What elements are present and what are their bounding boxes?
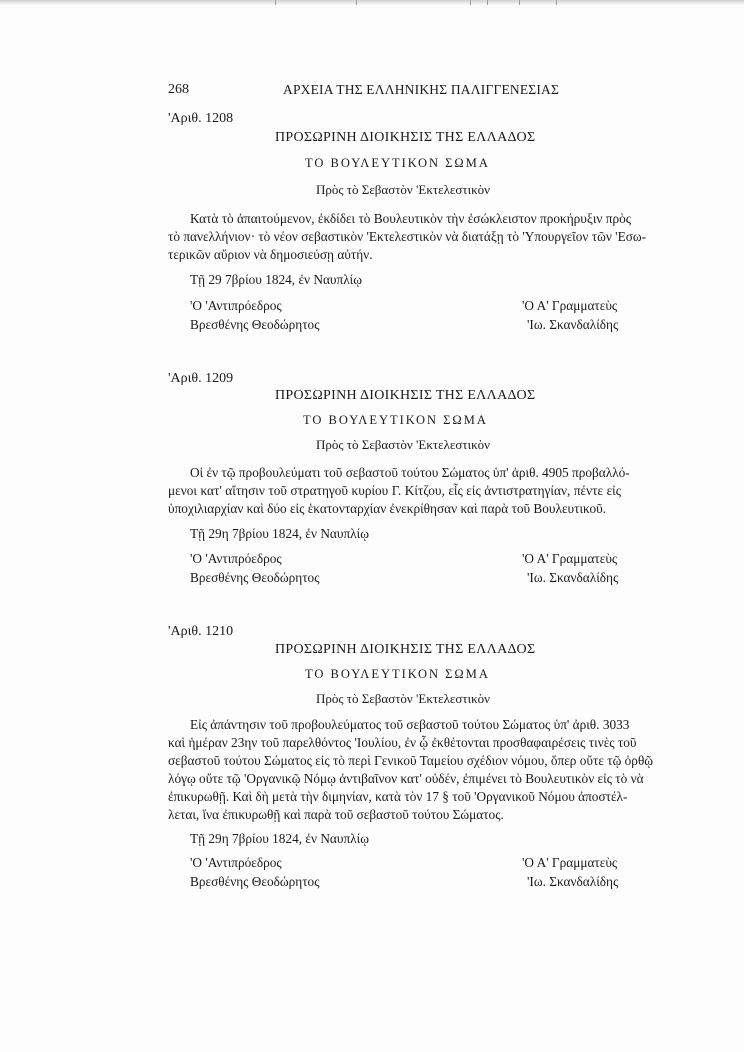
signatory-title-left: 'Ο 'Αντιπρόεδρος [190, 855, 282, 870]
running-title: ΑΡΧΕΙΑ ΤΗΣ ΕΛΛΗΝΙΚΗΣ ΠΑΛΙΓΓΕΝΕΣΙΑΣ [283, 82, 560, 97]
body-line: Κατὰ τὸ ἀπαιτούμενον, ἐκδίδει τὸ Βουλευτικὸν τὴν ἐσώκλειστον προκήρυξιν πρὸς [190, 211, 631, 226]
signatory-name-left: Βρεσθένης Θεοδώρητος [190, 317, 320, 332]
body-line: σεβαστοῦ τούτου Σώματος εἰς τὸ περὶ Γενικοῦ Ταμείου σχέδιον νόμου, ὅπερ οὔτε τῷ ὀρθῷ [168, 753, 654, 768]
page-number: 268 [168, 82, 189, 97]
addressee-line: Πρὸς τὸ Σεβαστὸν 'Εκτελεστικὸν [316, 182, 490, 197]
body-line: Εἰς ἀπάντησιν τοῦ προβουλεύματος τοῦ σεβαστοῦ τούτου Σώματος ὑπ' ἀριθ. 3033 [190, 717, 630, 732]
body-line: τὸ πανελλήνιον· τὸ νέον σεβαστικὸν 'Εκτελεστικὸν νὰ διατάξῃ τὸ 'Υπουργεῖον τῶν 'Εσω- [168, 229, 647, 244]
signatory-name-left: Βρεσθένης Θεοδώρητος [190, 874, 320, 889]
addressee-line: Πρὸς τὸ Σεβαστὸν 'Εκτελεστικὸν [316, 437, 490, 452]
date-line: Τῇ 29 7βρίου 1824, ἐν Ναυπλίῳ [190, 272, 363, 287]
body-line: μενοι κατ' αἴτησιν τοῦ στρατηγοῦ κυρίου Γ. Κίτζου, εἷς εἰς ἀντιστρατηγίαν, πέντε εἰς [168, 483, 621, 498]
signatory-title-left: 'Ο 'Αντιπρόεδρος [190, 298, 282, 313]
document-heading: ΠΡΟΣΩΡΙΝΗ ΔΙΟΙΚΗΣΙΣ ΤΗΣ ΕΛΛΑΔΟΣ [275, 130, 536, 145]
signatory-title-left: 'Ο 'Αντιπρόεδρος [190, 551, 282, 566]
signatory-name-right: 'Ιω. Σκανδαλίδης [527, 874, 619, 889]
body-line: τερικῶν αὔριον νὰ δημοσιεύσῃ αὐτήν. [168, 247, 373, 262]
document-subheading: ΤΟ ΒΟΥΛΕΥΤΙΚΟΝ ΣΩΜΑ [305, 667, 490, 681]
document-number: 'Αριθ. 1209 [168, 371, 234, 386]
addressee-line: Πρὸς τὸ Σεβαστὸν 'Εκτελεστικὸν [316, 691, 490, 706]
signatory-title-right: 'Ο Α' Γραμματεὺς [522, 551, 618, 566]
document-number: 'Αριθ. 1210 [168, 624, 234, 639]
body-line: λόγῳ οὔτε τῷ 'Οργανικῷ Νόμῳ ἀντιβαῖνον κατ' οὐδέν, ἐπιμένει τὸ Βουλευτικὸν εἰς τὸ νὰ [168, 771, 644, 786]
signatory-name-right: 'Ιω. Σκανδαλίδης [527, 570, 619, 585]
body-line: ὑποχιλιαρχίαν καὶ δύο εἰς ἑκατονταρχίαν ἐνεκρίθησαν καὶ παρὰ τοῦ Βουλευτικοῦ. [168, 501, 607, 516]
document-heading: ΠΡΟΣΩΡΙΝΗ ΔΙΟΙΚΗΣΙΣ ΤΗΣ ΕΛΛΑΔΟΣ [275, 388, 536, 403]
body-line: καὶ ἡμέραν 23ην τοῦ παρελθόντος 'Ιουλίου, ἐν ᾧ ἐκθέτονται προσθαφαιρέσεις τινὲς τοῦ [168, 735, 637, 750]
document-heading: ΠΡΟΣΩΡΙΝΗ ΔΙΟΙΚΗΣΙΣ ΤΗΣ ΕΛΛΑΔΟΣ [275, 642, 536, 657]
document-subheading: ΤΟ ΒΟΥΛΕΥΤΙΚΟΝ ΣΩΜΑ [305, 156, 490, 170]
body-line: ἐπικυρωθῇ. Καὶ δὴ μετὰ τὴν διμηνίαν, κατὰ τὸν 17 § τοῦ 'Οργανικοῦ Νόμου ἀποστέλ- [168, 789, 628, 804]
date-line: Τῇ 29η 7βρίου 1824, ἐν Ναυπλίῳ [190, 526, 369, 541]
body-line: λεται, ἵνα ἐπικυρωθῇ καὶ παρὰ τοῦ σεβαστοῦ τούτου Σώματος. [168, 807, 504, 822]
document-number: 'Αριθ. 1208 [168, 111, 234, 126]
signatory-name-left: Βρεσθένης Θεοδώρητος [190, 570, 320, 585]
body-line: Οἱ ἐν τῷ προβουλεύματι τοῦ σεβαστοῦ τούτου Σώματος ὑπ' ἀριθ. 4905 προβαλλό- [190, 465, 630, 480]
scan-ruler-marks [0, 0, 744, 6]
signatory-title-right: 'Ο Α' Γραμματεὺς [522, 855, 618, 870]
document-subheading: ΤΟ ΒΟΥΛΕΥΤΙΚΟΝ ΣΩΜΑ [303, 413, 488, 427]
signatory-title-right: 'Ο Α' Γραμματεὺς [522, 298, 618, 313]
signatory-name-right: 'Ιω. Σκανδαλίδης [527, 317, 619, 332]
date-line: Τῇ 29η 7βρίου 1824, ἐν Ναυπλίῳ [190, 831, 369, 846]
